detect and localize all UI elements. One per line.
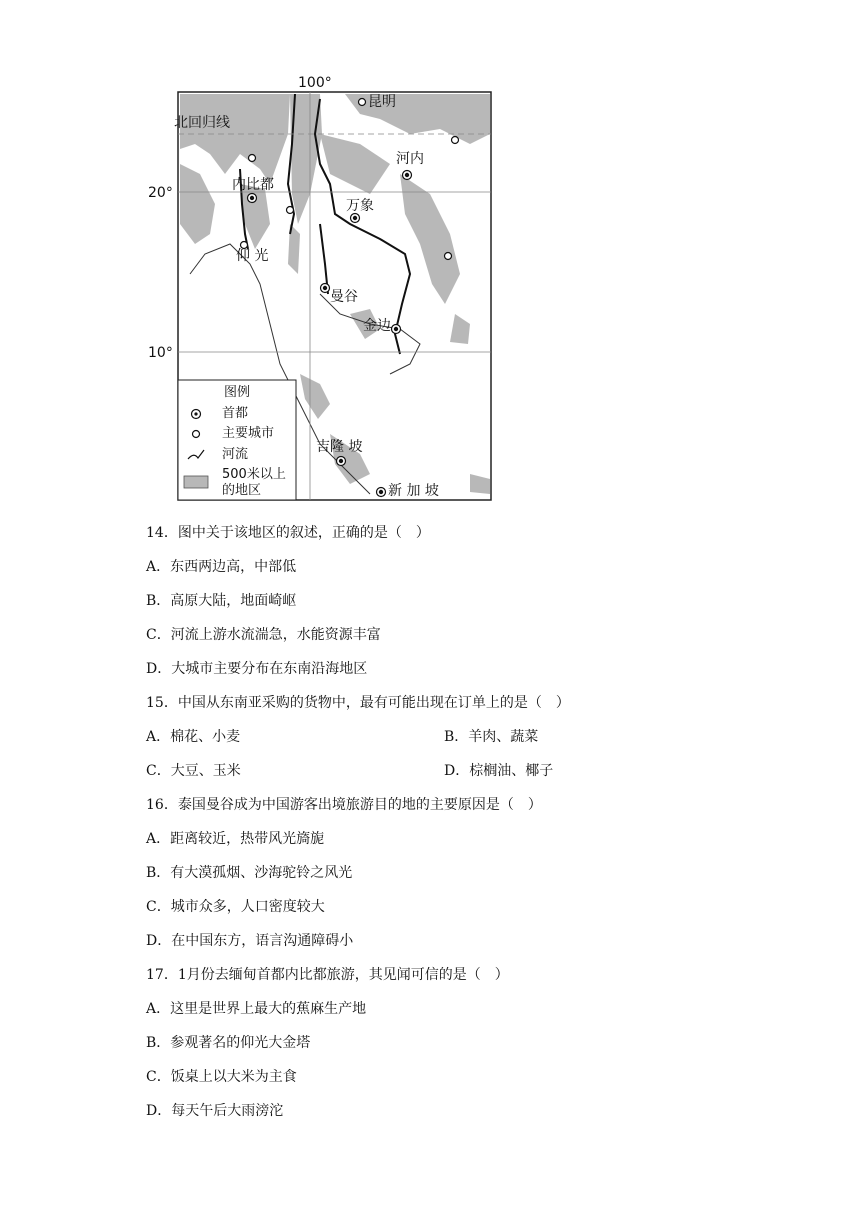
legend-highland-line2: 的地区 — [222, 483, 262, 498]
question-15-option-a: A．棉花、小麦 — [146, 729, 241, 745]
lat10-label: 10° — [148, 345, 173, 361]
southeast-asia-map — [148, 74, 500, 504]
legend-highland-line1: 500米以上 — [222, 467, 286, 482]
city-label-yangon: 仰 光 — [236, 248, 269, 264]
city-label-hanoi: 河内 — [396, 151, 424, 167]
city-label-kualalumpur: 吉隆 坡 — [316, 439, 363, 455]
question-16-option-b: B．有大漠孤烟、沙海驼铃之风光 — [146, 865, 353, 881]
question-17-option-d: D．每天午后大雨滂沱 — [146, 1103, 284, 1119]
city-label-phnompenh: 金边 — [363, 318, 391, 334]
question-17-option-b: B．参观著名的仰光大金塔 — [146, 1035, 311, 1051]
question-16-stem: 16．泰国曼谷成为中国游客出境旅游目的地的主要原因是（ ） — [146, 797, 542, 813]
highland-symbol — [184, 476, 208, 488]
city-label-kunming: 昆明 — [368, 94, 396, 110]
city-label-singapore: 新 加 坡 — [388, 483, 439, 499]
question-16-option-a: A．距离较近，热带风光旖旎 — [146, 831, 325, 847]
city-symbol — [193, 431, 200, 438]
question-17-stem: 17．1月份去缅甸首都内比都旅游，其见闻可信的是（ ） — [146, 967, 509, 983]
question-14-stem: 14．图中关于该地区的叙述，正确的是（ ） — [146, 525, 430, 541]
lat20-label: 20° — [148, 185, 173, 201]
question-15-option-b: B．羊肉、蔬菜 — [444, 729, 539, 745]
question-16-option-c: C．城市众多，人口密度较大 — [146, 899, 325, 915]
city-label-naypyidaw: 内比都 — [232, 177, 274, 193]
question-17-option-c: C．饭桌上以大米为主食 — [146, 1069, 297, 1085]
tropic-label: 北回归线 — [174, 115, 230, 131]
city-label-vientiane: 万象 — [346, 198, 374, 214]
legend-city: 主要城市 — [222, 426, 275, 441]
question-16-option-d: D．在中国东方，语言沟通障碍小 — [146, 933, 354, 949]
question-15-stem: 15．中国从东南亚采购的货物中，最有可能出现在订单上的是（ ） — [146, 695, 570, 711]
city-label-bangkok: 曼谷 — [330, 289, 358, 305]
legend-title: 图例 — [224, 385, 251, 400]
question-14-option-b: B．高原大陆，地面崎岖 — [146, 593, 297, 609]
question-15-option-d: D．棕榈油、椰子 — [444, 763, 554, 779]
question-15-option-c: C．大豆、玉米 — [146, 763, 241, 779]
question-17-option-a: A．这里是世界上最大的蕉麻生产地 — [146, 1001, 367, 1017]
longitude-label: 100° — [298, 75, 332, 91]
legend-river: 河流 — [222, 447, 249, 462]
question-14-option-c: C．河流上游水流湍急，水能资源丰富 — [146, 627, 381, 643]
legend-capital: 首都 — [222, 406, 249, 421]
question-14-option-a: A．东西两边高，中部低 — [146, 559, 297, 575]
question-14-option-d: D．大城市主要分布在东南沿海地区 — [146, 661, 368, 677]
